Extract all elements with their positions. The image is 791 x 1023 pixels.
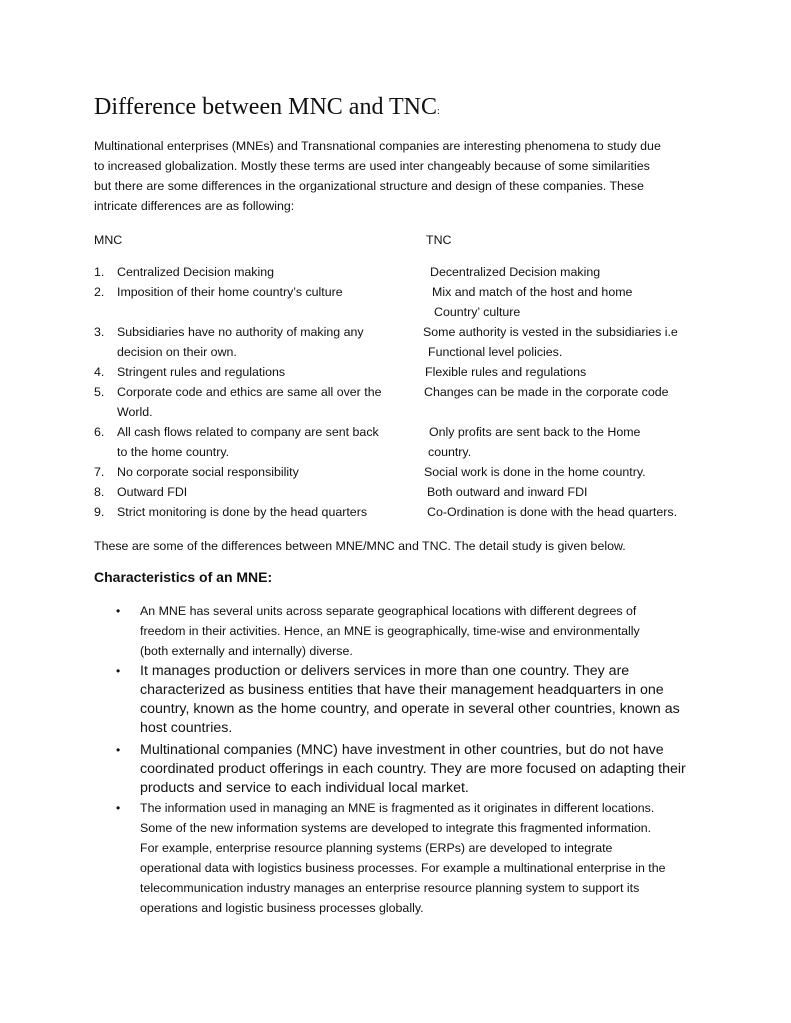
summary-text: These are some of the differences between MNE/MNC and TNC. The detail study is given below. <box>94 539 626 553</box>
comparison-row <box>0 382 791 422</box>
page-title <box>94 93 440 126</box>
comparison-row <box>0 282 791 322</box>
row-number: 8. <box>94 485 105 499</box>
list-item-text: It manages production or delivers services in more than one country. They are characterized as business entities that have their management headquarters in one country, known as the home country, and operate in several other countries, known as host countries. <box>140 663 680 736</box>
comparison-row <box>0 322 791 362</box>
row-number: 5. <box>94 385 105 399</box>
tnc-point: Mix and match of the host and home <box>432 285 633 299</box>
list-item <box>0 798 791 918</box>
intro-line: Multinational enterprises (MNEs) and Transnational companies are interesting phenomena to study due <box>94 139 661 153</box>
mnc-point: No corporate social responsibility <box>117 465 299 479</box>
mnc-point: to the home country. <box>117 445 230 459</box>
mnc-point: World. <box>117 405 153 419</box>
intro-paragraph <box>94 136 704 216</box>
comparison-row <box>0 462 791 482</box>
tnc-point: country. <box>428 445 472 459</box>
bullet-icon: • <box>116 743 121 757</box>
section-heading: Characteristics of an MNE: <box>94 569 273 585</box>
row-number: 4. <box>94 365 105 379</box>
mnc-point: All cash flows related to company are sent back <box>117 425 379 439</box>
bullet-icon: • <box>116 604 121 618</box>
tnc-point: Some authority is vested in the subsidiaries i.e <box>423 325 678 339</box>
list-item-text: The information used in managing an MNE is fragmented as it originates in different locations. Some of the new information systems are developed to integrate this fragmented information. For example, enterprise resource planning systems (ERPs) are developed to integrate operational data with logistics business processes. For example a multinational enterprise in the telecommunication industry manages an enterprise resource planning system to support its operations and logistic business processes globally. <box>140 801 666 915</box>
tnc-point: Changes can be made in the corporate code <box>424 385 669 399</box>
tnc-point: Social work is done in the home country. <box>424 465 646 479</box>
row-number: 7. <box>94 465 105 479</box>
mnc-point: Subsidiaries have no authority of making any <box>117 325 364 339</box>
mnc-point: Outward FDI <box>117 485 188 499</box>
mnc-point: Stringent rules and regulations <box>117 365 286 379</box>
tnc-column-header: TNC <box>426 233 452 247</box>
row-number: 1. <box>94 265 105 279</box>
bullet-icon: • <box>116 801 121 815</box>
title-text: Difference between MNC and TNC <box>94 94 438 120</box>
mnc-point: Imposition of their home country’s culture <box>117 285 343 299</box>
mnc-point: Corporate code and ethics are same all over the <box>117 385 382 399</box>
list-item-text: An MNE has several units across separate geographical locations with different degrees of freedom in their activities. Hence, an MNE is geographically, time-wise and environmentally (both externally and internally) diverse. <box>140 604 640 658</box>
title-colon: : <box>437 106 440 117</box>
comparison-list <box>0 262 791 522</box>
list-item <box>0 741 791 798</box>
mnc-point: Centralized Decision making <box>117 265 275 279</box>
comparison-row <box>0 262 791 282</box>
comparison-row <box>0 482 791 502</box>
bullet-icon: • <box>116 664 121 678</box>
list-item <box>0 661 791 741</box>
mnc-column-header: MNC <box>94 233 123 247</box>
row-number: 6. <box>94 425 105 439</box>
list-item-text: Multinational companies (MNC) have investment in other countries, but do not have coordinated product offerings in each country. They are more focused on adapting their products and service to each individual local market. <box>140 742 686 796</box>
row-number: 3. <box>94 325 105 339</box>
tnc-point: Flexible rules and regulations <box>425 365 587 379</box>
mnc-point: decision on their own. <box>117 345 237 359</box>
comparison-row <box>0 502 791 522</box>
characteristics-list <box>0 601 791 918</box>
tnc-point: Only profits are sent back to the Home <box>429 425 641 439</box>
intro-line: but there are some differences in the organizational structure and design of these companies. These <box>94 179 644 193</box>
comparison-row <box>0 422 791 462</box>
row-number: 9. <box>94 505 105 519</box>
tnc-point: Functional level policies. <box>428 345 563 359</box>
tnc-point: Co-Ordination is done with the head quarters. <box>427 505 678 519</box>
tnc-point: Both outward and inward FDI <box>427 485 588 499</box>
comparison-row <box>0 362 791 382</box>
list-item <box>0 601 791 661</box>
intro-line: intricate differences are as following: <box>94 199 295 213</box>
tnc-point: Country’ culture <box>434 305 521 319</box>
mnc-point: Strict monitoring is done by the head quarters <box>117 505 368 519</box>
row-number: 2. <box>94 285 105 299</box>
tnc-point: Decentralized Decision making <box>430 265 601 279</box>
intro-line: to increased globalization. Mostly these terms are used inter changeably because of some similarities <box>94 159 650 173</box>
